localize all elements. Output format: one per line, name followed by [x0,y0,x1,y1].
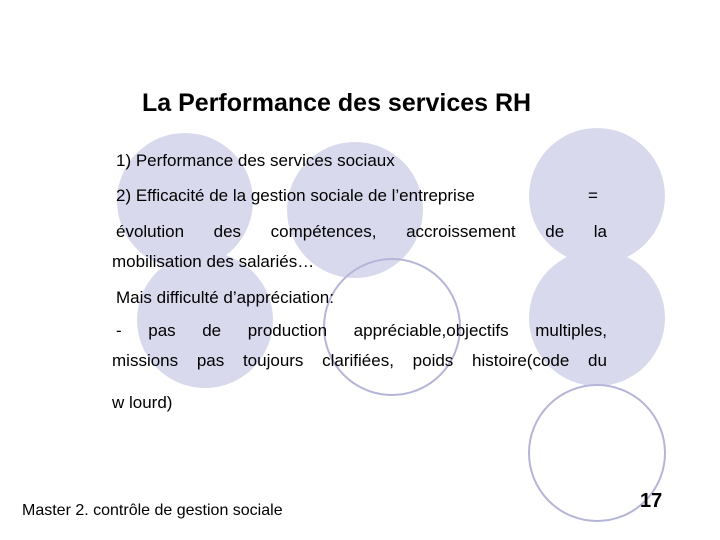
word: poids [412,351,454,370]
footer-course: Master 2. contrôle de gestion sociale [22,502,283,519]
word: appréciable,objectifs [353,321,509,340]
word: la [593,222,607,241]
paragraph-2-line-1 [116,321,607,341]
word: de [545,222,565,241]
word: clarifiées, [322,351,394,370]
word: toujours [242,351,304,370]
slide-title: La Performance des services RH [142,89,532,117]
word: pas [148,321,176,340]
word: histoire(code [472,351,570,370]
word: accroissement [406,222,516,241]
word: missions [112,351,179,370]
word: des [213,222,242,241]
paragraph-2-line-3: w lourd) [112,393,173,412]
difficulty-heading: Mais difficulté d’appréciation: [116,288,334,307]
paragraph-2-line-2 [112,351,607,371]
word: - [116,321,122,340]
word: de [202,321,222,340]
item-2-equals: = [588,186,598,205]
word: compétences, [270,222,377,241]
word: pas [196,351,225,370]
word: production [247,321,328,340]
page-number: 17 [640,490,663,512]
item-2-left: 2) Efficacité de la gestion sociale de l’entreprise [116,186,475,205]
item-1: 1) Performance des services sociaux [116,151,395,170]
paragraph-1-line-2: mobilisation des salariés… [112,252,315,271]
word: évolution [116,222,185,241]
word: du [588,351,607,370]
word: multiples, [535,321,608,340]
paragraph-1-line-1 [116,222,607,242]
